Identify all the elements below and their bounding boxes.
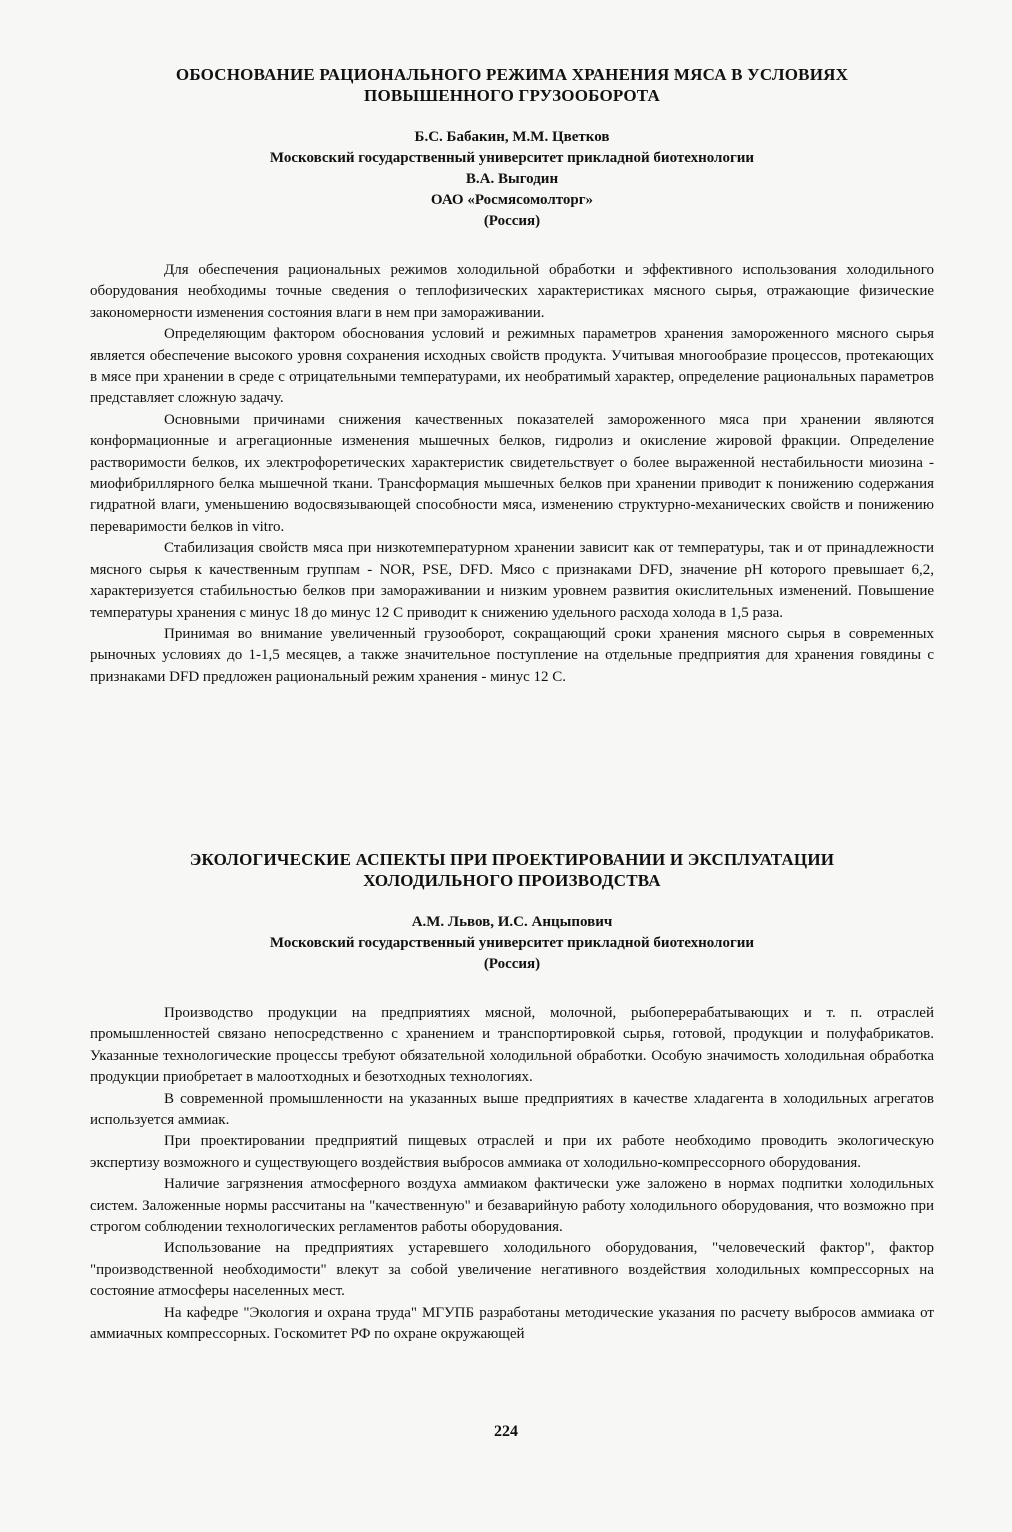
paragraph: В современной промышленности на указанных выше предприятиях в качестве хладагента в холодильных агрегатов используется аммиак.	[90, 1090, 934, 1129]
article-1-affiliation-1: Московский государственный университет прикладной биотехнологии	[269, 150, 755, 166]
article-1-authors: Б.С. Бабакин, М.М. Цветков	[414, 129, 610, 145]
paragraph: Производство продукции на предприятиях мясной, молочной, рыбоперерабатывающих и т. п. отраслей промышленностей связано непосредственно с хранением и транспортировкой сырья, готовой, продукции и полуфабрикатов. Указанные технологические процессы требуют обязательной холодильной обработки. Особую значимость холодильная обработка продукции приобретает в малоотходных и безотходных технологиях.	[90, 1005, 934, 1086]
paragraph: Стабилизация свойств мяса при низкотемпературном хранении зависит как от температуры, так и от принадлежности мясного сырья к качественным группам - NOR, PSE, DFD. Мясо с признаками DFD, значение pH которого превышает 6,2, характеризуется стабильностью белков при замораживании и низким уровнем развития окислительных изменений. Повышение температуры хранения с минус 18 до минус 12 С приводит к снижению удельного расхода холода в 1,5 раза.	[90, 540, 934, 621]
article-1-title	[90, 64, 934, 106]
paragraph: Определяющим фактором обоснования условий и режимных параметров хранения замороженного мясного сырья является обеспечение высокого уровня сохранения исходных свойств продукта. Учитывая многообразие процессов, протекающих в мясе при хранении в среде с отрицательными температурами, их необратимый характер, определение рациональных параметров представляет сложную задачу.	[90, 326, 934, 407]
article-2-affiliation-1: Московский государственный университет прикладной биотехнологии	[269, 935, 755, 951]
article-2-title-line-1: ЭКОЛОГИЧЕСКИЕ АСПЕКТЫ ПРИ ПРОЕКТИРОВАНИИ И ЭКСПЛУАТАЦИИ	[189, 850, 835, 869]
paragraph: Использование на предприятиях устаревшего холодильного оборудования, "человеческий фактор", фактор "производственной необходимости" влекут за собой увеличение негативного воздействия холодильных компрессорных на состояние атмосферы населенных мест.	[90, 1240, 934, 1300]
article-1-title-line-2: ПОВЫШЕННОГО ГРУЗООБОРОТА	[364, 86, 660, 105]
article-1-country: (Россия)	[483, 213, 541, 229]
paragraph: Наличие загрязнения атмосферного воздуха аммиаком фактически уже заложено в нормах подпитки холодильных систем. Заложенные нормы рассчитаны на "качественную" и безаварийную работу холодильного оборудования, что возможно при строгом соблюдении технологических регламентов работы оборудования.	[90, 1176, 934, 1236]
article-2-authors: А.М. Львов, И.С. Анцыпович	[411, 914, 613, 930]
page-number: 224	[494, 1423, 518, 1440]
article-1-affiliation-2: ОАО «Росмясомолторг»	[430, 192, 594, 208]
paragraph: Для обеспечения рациональных режимов холодильной обработки и эффективного использования холодильного оборудования необходимы точные сведения о теплофизических характеристиках мясного сырья, отражающие физические закономерности изменения состояния влаги в нем при замораживании.	[90, 262, 934, 321]
article-1-author-2: В.А. Выгодин	[465, 171, 559, 187]
paragraph: На кафедре "Экология и охрана труда" МГУПБ разработаны методические указания по расчету выбросов аммиака от аммиачных компрессорных. Госкомитет РФ по охране окружающей	[90, 1304, 934, 1343]
paragraph: При проектировании предприятий пищевых отраслей и при их работе необходимо проводить экологическую экспертизу возможного и существующего воздействия выбросов аммиака от холодильно-компрессорного оборудования.	[90, 1133, 934, 1171]
article-2-title-line-2: ХОЛОДИЛЬНОГО ПРОИЗВОДСТВА	[363, 871, 661, 890]
article-2-body	[90, 1003, 934, 1346]
paragraph: Основными причинами снижения качественных показателей замороженного мяса при хранении являются конформационные и агрегационные изменения мышечных белков, гидролиз и окисление жировой фракции. Определение растворимости белков, их электрофоретических характеристик свидетельствует о более выраженной нестабильности миозина - миофибриллярного белка мышечной ткани. Трансформация мышечных белков при хранении приводит к понижению содержания гидратной влаги, уменьшению водосвязывающей способности мяса, изменению структурно-механических свойств и понижению переваримости белков in vitro.	[90, 411, 934, 535]
article-1-body	[90, 260, 934, 688]
article-2-country: (Россия)	[483, 956, 541, 972]
article-2-authors-block	[90, 912, 934, 975]
article-1-authors-block	[90, 127, 934, 232]
article-1-title-line-1: ОБОСНОВАНИЕ РАЦИОНАЛЬНОГО РЕЖИМА ХРАНЕНИЯ МЯСА В УСЛОВИЯХ	[175, 65, 849, 84]
article-2	[90, 849, 934, 1346]
article-1	[90, 64, 934, 688]
article-2-title	[90, 849, 934, 891]
paragraph: Принимая во внимание увеличенный грузооборот, сокращающий сроки хранения мясного сырья в современных рыночных условиях до 1-1,5 месяцев, а также значительное поступление на отдельные предприятия для хранения говядины с признаками DFD предложен рациональный режим хранения - минус 12 С.	[90, 625, 934, 685]
